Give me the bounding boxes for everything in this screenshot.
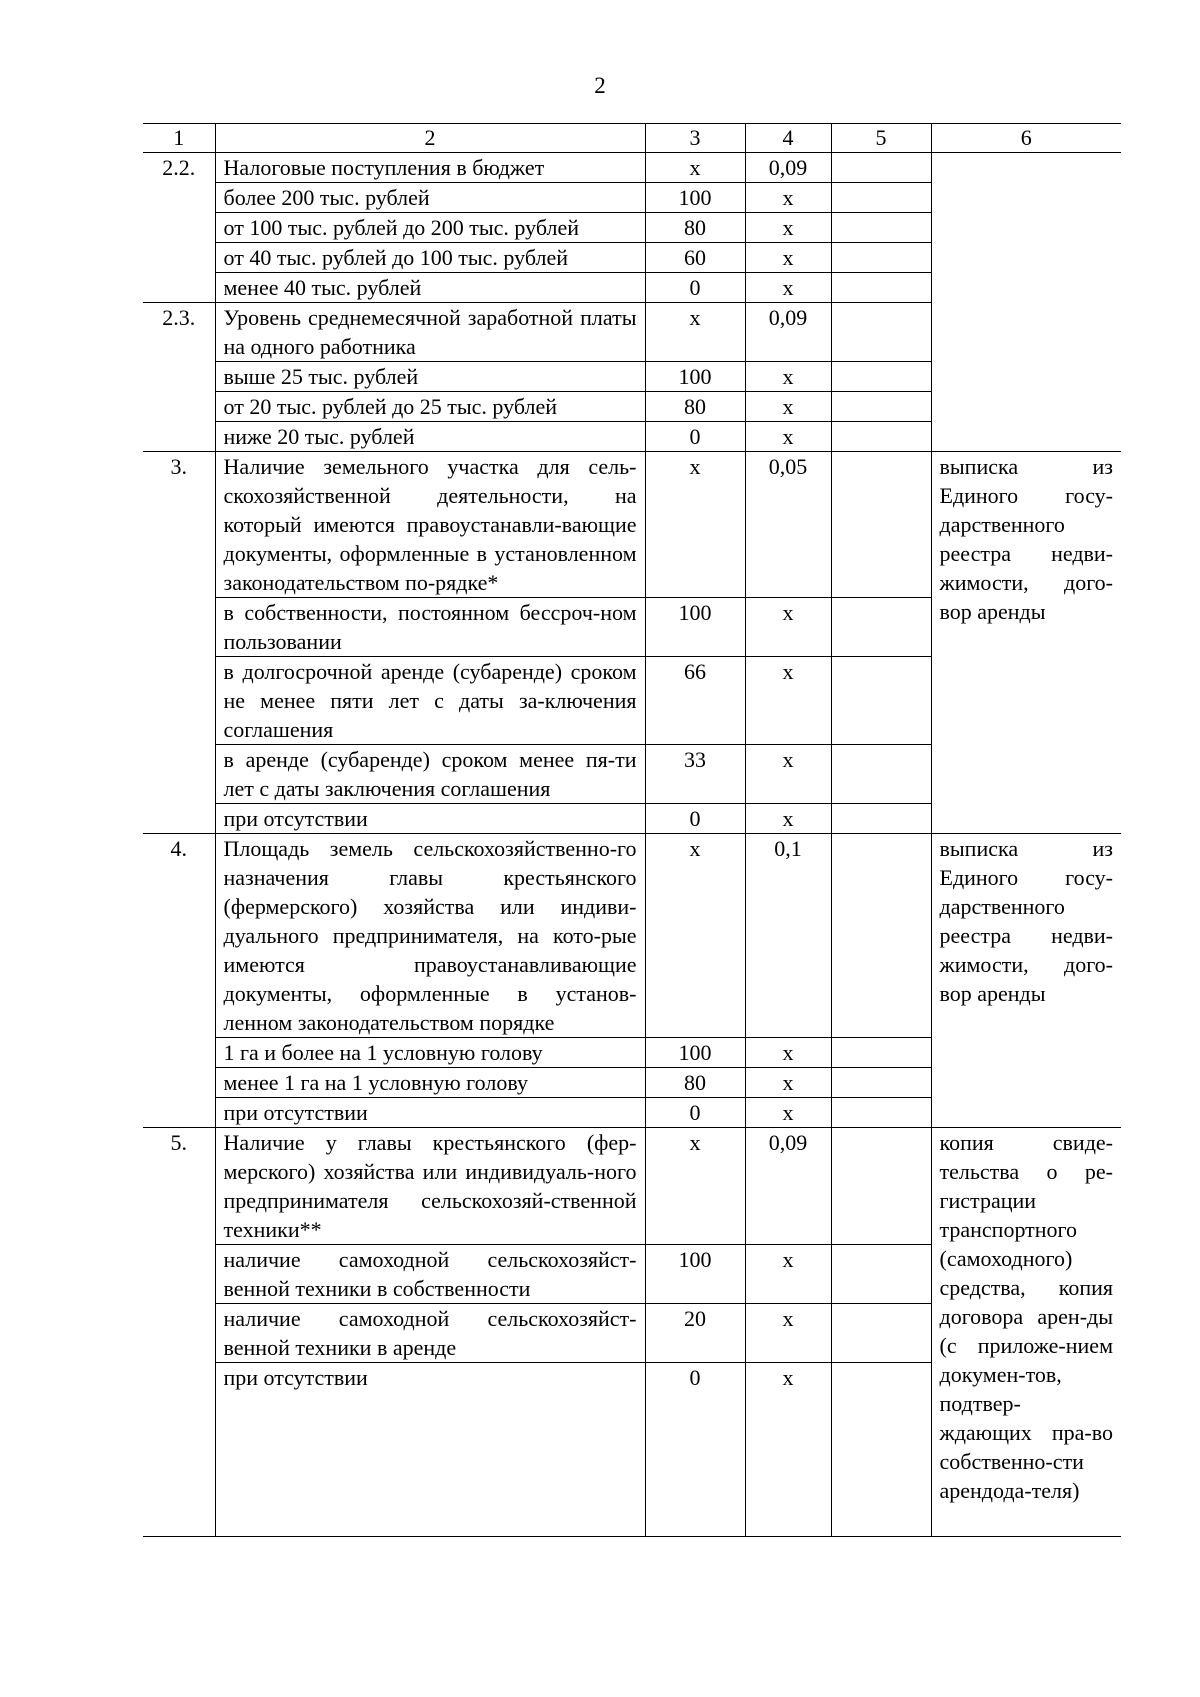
table-row (143, 834, 1121, 1038)
criteria-table (143, 123, 1121, 1537)
criterion-name: Площадь земель сельскохозяйственно-го назначения главы крестьянского (фермерского) хозяйства или индиви-дуального предпринимателя, на кото-рые имеются правоустанавливающие документы, оформленные в установ-ленном законодательством порядке (215, 834, 645, 1038)
column-header: 3 (645, 124, 745, 153)
column-header: 1 (143, 124, 215, 153)
criterion-name: Наличие земельного участка для сель-скохозяйственной деятельности, на который имеются правоустанавли-вающие документы, оформленные в установленном законодательством по-рядке* (215, 452, 645, 598)
criterion-name: менее 40 тыс. рублей (215, 273, 645, 303)
row-number: 2.2. (143, 153, 215, 303)
criterion-name: при отсутствии (215, 1363, 645, 1537)
weight-cell: х (745, 273, 831, 303)
row-number: 5. (143, 1128, 215, 1537)
empty-cell (831, 153, 931, 183)
weight-cell: х (745, 422, 831, 452)
score-cell: х (645, 834, 745, 1038)
weight-cell: 0,1 (745, 834, 831, 1038)
empty-cell (831, 745, 931, 804)
criterion-name: наличие самоходной сельскохозяйст-венной техники в аренде (215, 1304, 645, 1363)
score-cell: 0 (645, 273, 745, 303)
weight-cell: х (745, 657, 831, 745)
score-cell: 20 (645, 1304, 745, 1363)
criterion-name: менее 1 га на 1 условную голову (215, 1068, 645, 1098)
row-number: 2.3. (143, 303, 215, 452)
criterion-name: более 200 тыс. рублей (215, 183, 645, 213)
table-row (143, 153, 1121, 183)
score-cell: 0 (645, 1363, 745, 1537)
documents-cell: выписка из Единого госу-дарственного реестра недви-жимости, дого-вор аренды (931, 452, 1121, 834)
column-header: 6 (931, 124, 1121, 153)
score-cell: 80 (645, 1068, 745, 1098)
score-cell: 100 (645, 1245, 745, 1304)
score-cell: 60 (645, 243, 745, 273)
criterion-name: в собственности, постоянном бессроч-ном пользовании (215, 598, 645, 657)
weight-cell: х (745, 1304, 831, 1363)
weight-cell: 0,09 (745, 1128, 831, 1245)
score-cell: 0 (645, 422, 745, 452)
criterion-name: 1 га и более на 1 условную голову (215, 1038, 645, 1068)
criterion-name: ниже 20 тыс. рублей (215, 422, 645, 452)
score-cell: 100 (645, 183, 745, 213)
criterion-name: выше 25 тыс. рублей (215, 362, 645, 392)
weight-cell: х (745, 392, 831, 422)
empty-cell (831, 804, 931, 834)
empty-cell (831, 392, 931, 422)
empty-cell (831, 1098, 931, 1128)
criterion-name: при отсутствии (215, 804, 645, 834)
row-number: 4. (143, 834, 215, 1128)
weight-cell: х (745, 183, 831, 213)
weight-cell: х (745, 362, 831, 392)
empty-cell (831, 452, 931, 598)
weight-cell: х (745, 1068, 831, 1098)
score-cell: 100 (645, 1038, 745, 1068)
row-number: 3. (143, 452, 215, 834)
score-cell: 80 (645, 392, 745, 422)
documents-cell: копия свиде-тельства о ре-гистрации транспортного (самоходного) средства, копия договора арен-ды (с приложе-нием докумен-тов, подтвер-ждающих пра-во собственно-сти арендода-теля) (931, 1128, 1121, 1537)
score-cell: 80 (645, 213, 745, 243)
empty-cell (831, 213, 931, 243)
criterion-name: Уровень среднемесячной заработной платы на одного работника (215, 303, 645, 362)
empty-cell (831, 1038, 931, 1068)
empty-cell (831, 1128, 931, 1245)
score-cell: 100 (645, 598, 745, 657)
empty-cell (831, 243, 931, 273)
empty-cell (831, 1068, 931, 1098)
criterion-name: наличие самоходной сельскохозяйст-венной техники в собственности (215, 1245, 645, 1304)
criterion-name: от 100 тыс. рублей до 200 тыс. рублей (215, 213, 645, 243)
score-cell: х (645, 452, 745, 598)
page-number: 2 (594, 73, 606, 98)
empty-cell (831, 183, 931, 213)
empty-cell (831, 1363, 931, 1537)
table-row (143, 452, 1121, 598)
column-header: 5 (831, 124, 931, 153)
weight-cell: 0,09 (745, 303, 831, 362)
criterion-name: от 40 тыс. рублей до 100 тыс. рублей (215, 243, 645, 273)
criterion-name: в долгосрочной аренде (субаренде) сроком не менее пяти лет с даты за-ключения соглашения (215, 657, 645, 745)
weight-cell: х (745, 745, 831, 804)
score-cell: х (645, 1128, 745, 1245)
empty-cell (831, 273, 931, 303)
weight-cell: х (745, 1098, 831, 1128)
weight-cell: х (745, 804, 831, 834)
empty-cell (831, 362, 931, 392)
empty-cell (831, 834, 931, 1038)
empty-cell (831, 422, 931, 452)
score-cell: 0 (645, 1098, 745, 1128)
criterion-name: при отсутствии (215, 1098, 645, 1128)
weight-cell: х (745, 1245, 831, 1304)
criterion-name: Налоговые поступления в бюджет (215, 153, 645, 183)
empty-cell (831, 598, 931, 657)
criterion-name: в аренде (субаренде) сроком менее пя-ти лет с даты заключения соглашения (215, 745, 645, 804)
documents-cell: выписка из Единого госу-дарственного реестра недви-жимости, дого-вор аренды (931, 834, 1121, 1128)
empty-cell (831, 657, 931, 745)
documents-cell (931, 153, 1121, 452)
weight-cell: х (745, 1038, 831, 1068)
weight-cell: х (745, 1363, 831, 1537)
weight-cell: х (745, 213, 831, 243)
score-cell: х (645, 303, 745, 362)
score-cell: 0 (645, 804, 745, 834)
score-cell: 33 (645, 745, 745, 804)
criterion-name: от 20 тыс. рублей до 25 тыс. рублей (215, 392, 645, 422)
score-cell: 100 (645, 362, 745, 392)
criterion-name: Наличие у главы крестьянского (фер-мерского) хозяйства или индивидуаль-ного предпринимателя сельскохозяй-ственной техники** (215, 1128, 645, 1245)
score-cell: х (645, 153, 745, 183)
table-row (143, 1128, 1121, 1245)
header-row (143, 124, 1121, 153)
score-cell: 66 (645, 657, 745, 745)
empty-cell (831, 1245, 931, 1304)
empty-cell (831, 1304, 931, 1363)
weight-cell: 0,09 (745, 153, 831, 183)
weight-cell: 0,05 (745, 452, 831, 598)
weight-cell: х (745, 598, 831, 657)
empty-cell (831, 303, 931, 362)
weight-cell: х (745, 243, 831, 273)
column-header: 2 (215, 124, 645, 153)
column-header: 4 (745, 124, 831, 153)
